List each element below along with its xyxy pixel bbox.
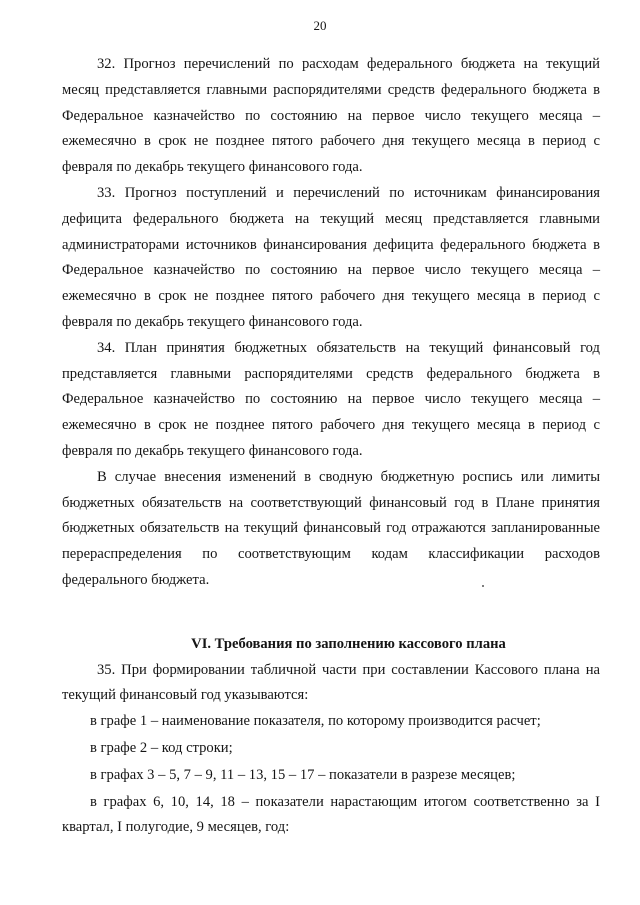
paragraph-34: 34. План принятия бюджетных обязательств на текущий финансовый год представляется главными распорядителями средств федерального бюджета в Федеральное казначейство по состоянию на первое число текущего месяца – ежемесячно в срок не позднее пятого рабочего дня текущего месяца в период с февраля по декабрь текущего финансового года. [62, 339, 600, 459]
list-item: в графе 2 – код строки; [90, 739, 233, 756]
paragraph-changes: В случае внесения изменений в сводную бюджетную роспись или лимиты бюджетных обязательств на соответствующий финансовый год в Плане принятия бюджетных обязательств на текущий финансовый год отражаются запланированные перераспределения по соответствующим кодам классификации расходов федерального бюджета. [62, 468, 600, 588]
section-title: VI. Требования по заполнению кассового плана [191, 635, 506, 652]
paragraph-35: 35. При формировании табличной части при составлении Кассового плана на текущий финансовый год указываются: [62, 661, 600, 704]
page-number: 20 [313, 18, 327, 33]
list-item: в графах 6, 10, 14, 18 – показатели нарастающим итогом соответственно за I квартал, I полугодие, 9 месяцев, год: [62, 793, 600, 836]
document-body [62, 52, 600, 841]
list-item: в графах 3 – 5, 7 – 9, 11 – 13, 15 – 17 – показатели в разрезе месяцев; [90, 766, 516, 783]
paragraph-33: 33. Прогноз поступлений и перечислений по источникам финансирования дефицита федерального бюджета на текущий месяц представляется главными администраторами источников финансирования дефицита федерального бюджета в Федеральное казначейство по состоянию на первое число текущего месяца – ежемесячно в срок не позднее пятого рабочего дня текущего месяца в период с февраля по декабрь текущего финансового года. [62, 184, 600, 330]
scan-speck [482, 585, 484, 587]
paragraph-32: 32. Прогноз перечислений по расходам федерального бюджета на текущий месяц представляется главными распорядителями средств федерального бюджета в Федеральное казначейство по состоянию на первое число текущего месяца – ежемесячно в срок не позднее пятого рабочего дня текущего месяца в период с февраля по декабрь текущего финансового года. [62, 56, 600, 176]
list-item: в графе 1 – наименование показателя, по которому производится расчет; [90, 713, 541, 730]
